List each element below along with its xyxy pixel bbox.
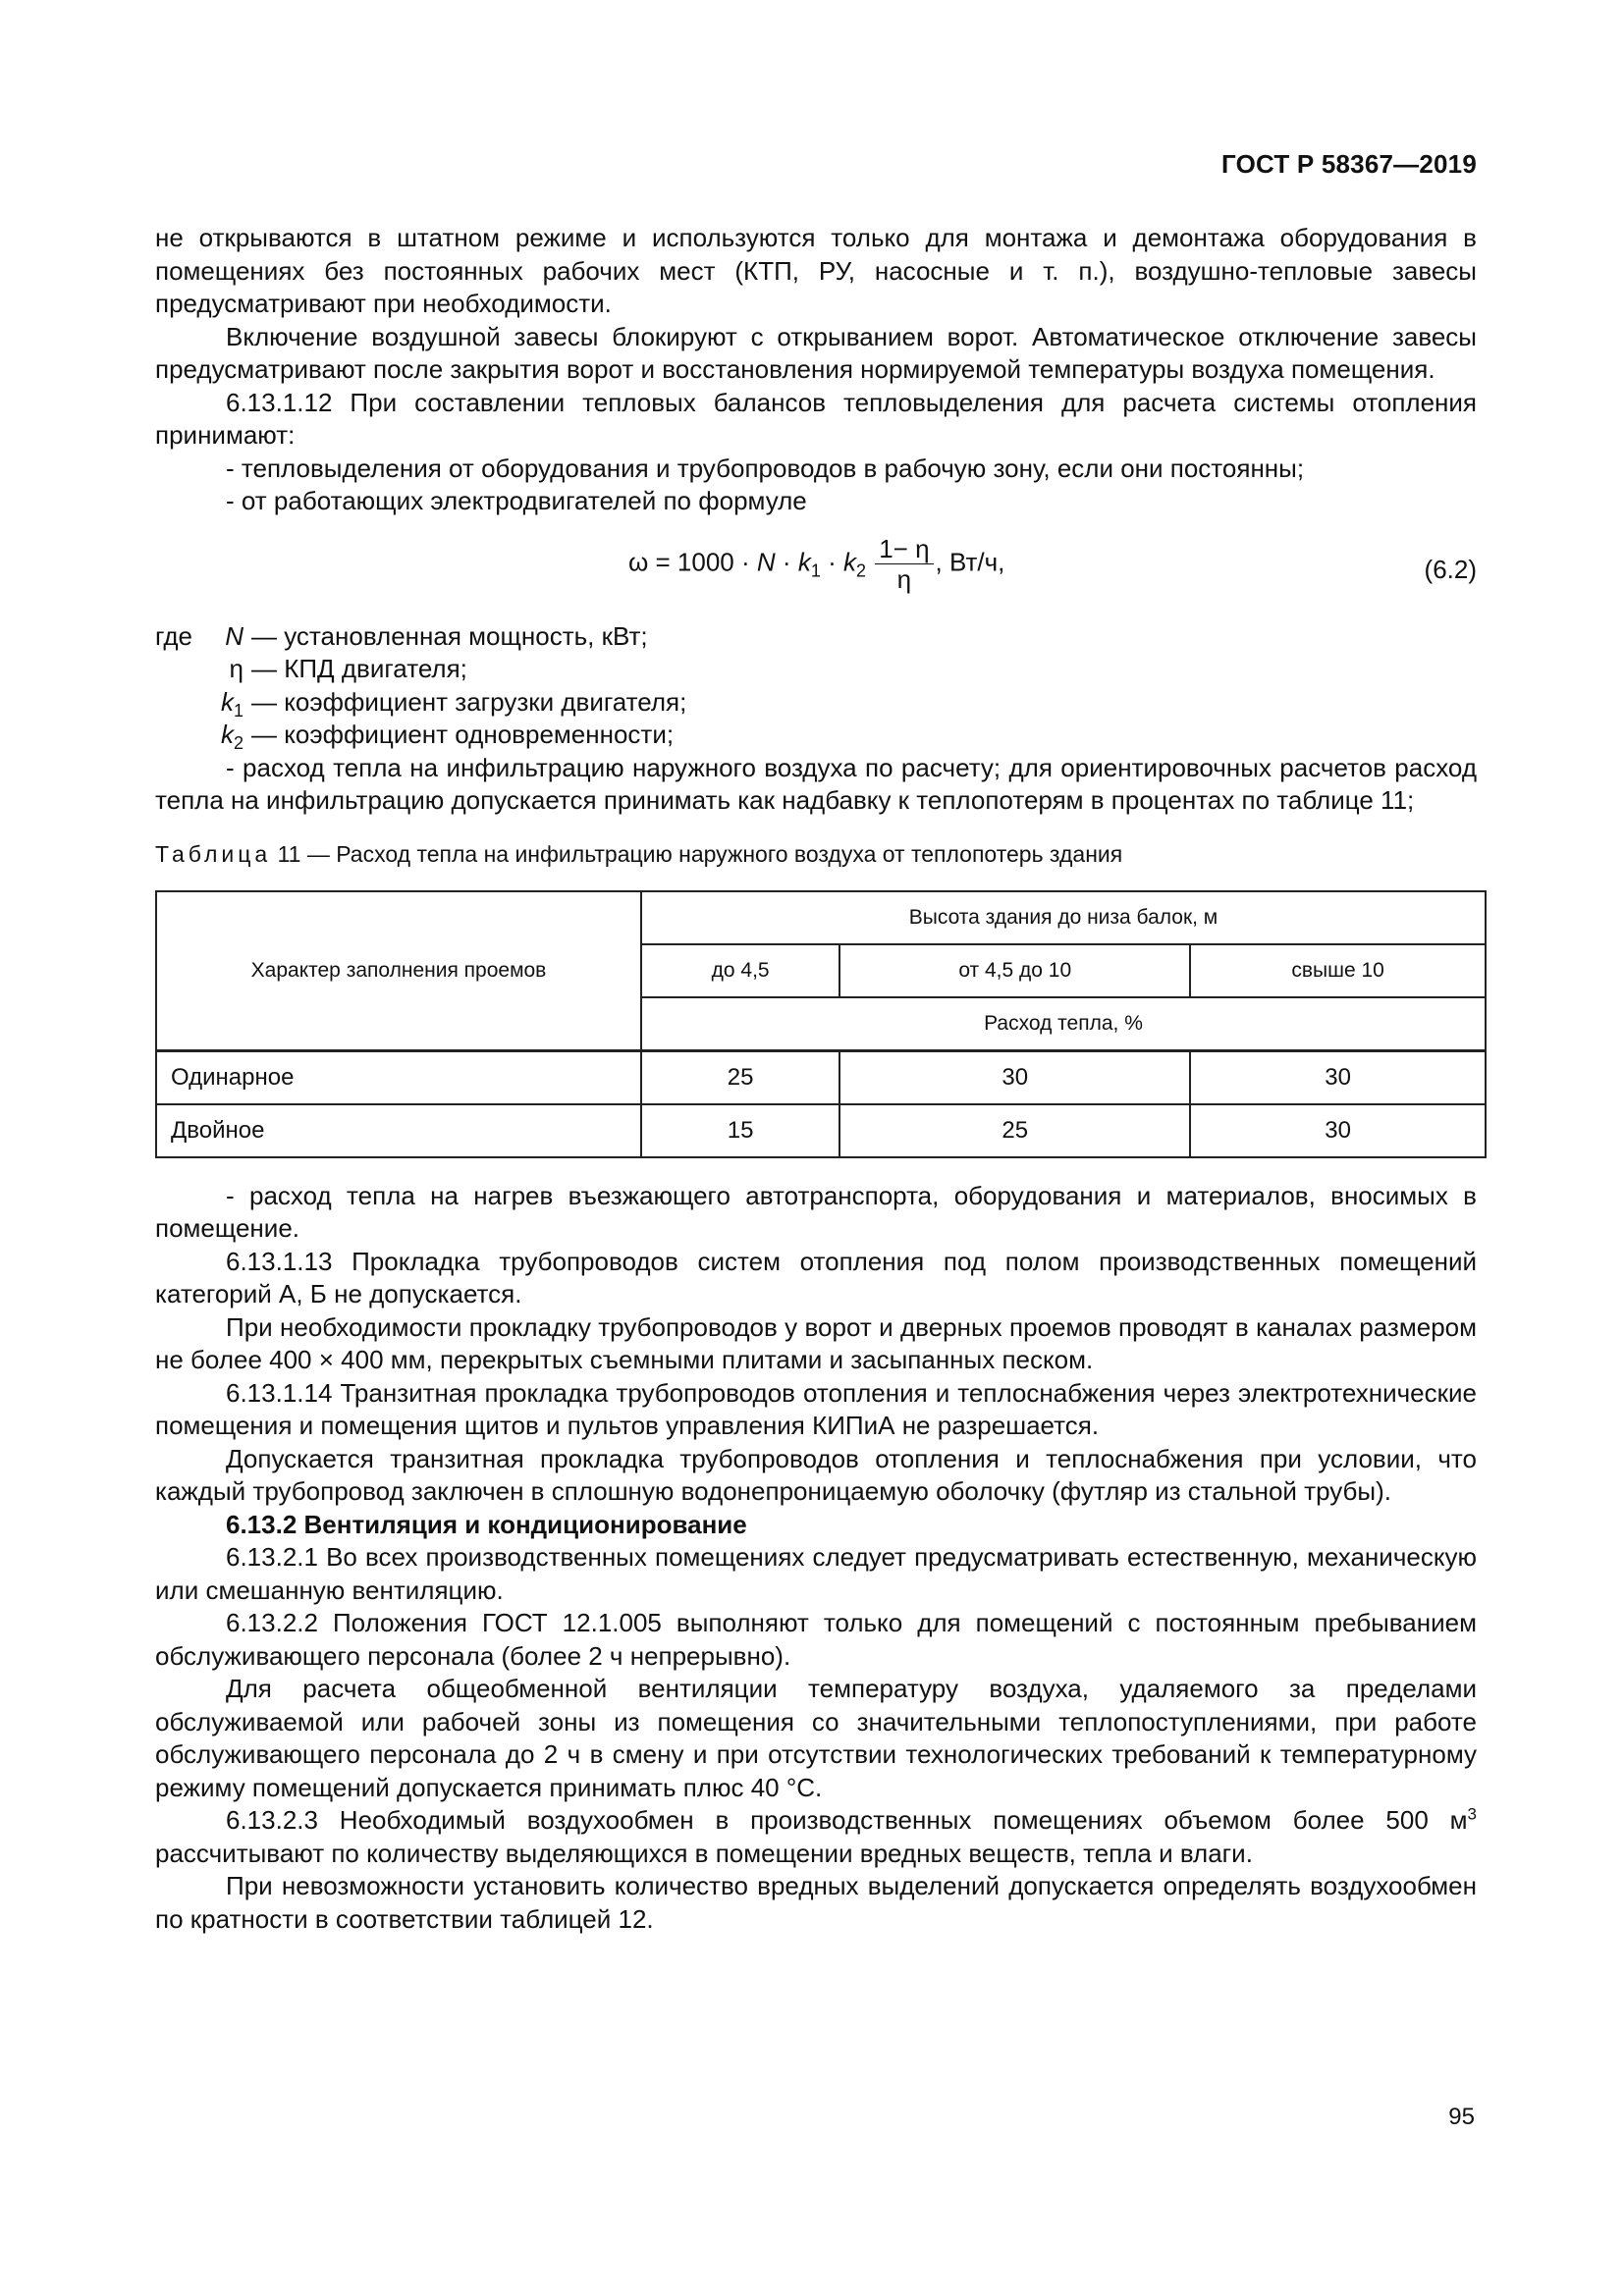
table-cell: 15 (641, 1104, 839, 1157)
paragraph: Допускается транзитная прокладка трубопроводов отопления и теплоснабжения при условии, что каждый трубопровод заключен в сплошную водонепроницаемую оболочку (футляр из стальной трубы). (155, 1443, 1477, 1506)
table-cell: 25 (839, 1104, 1190, 1157)
definition-row: $k_1$ — коэффициент загрузки двигателя; (220, 686, 687, 721)
table-row (156, 1050, 1486, 1104)
definition-row: η — КПД двигателя; (229, 654, 467, 683)
page-number: 95 (1448, 2104, 1475, 2130)
table-11 (155, 890, 1487, 1158)
table-cell: 30 (839, 1050, 1190, 1104)
paragraph-6-13-1-13: 6.13.1.13 Прокладка трубопроводов систем отопления под полом производственных помещений категорий А, Б не допускается. (155, 1246, 1477, 1308)
table-caption: Таблица 11 — Расход тепла на инфильтрацию наружного воздуха от теплопотерь здания (155, 840, 1123, 867)
paragraph-6-13-2-3: 6.13.2.3 Необходимый воздухообмен в производственных помещениях объемом более 500 $м^3$ рассчитывают по количеству выделяющихся в помещении вредных веществ, тепла и влаги. (155, 1804, 1477, 1868)
table-subheader: от 4,5 до 10 (839, 944, 1190, 997)
table-cell: 30 (1190, 1104, 1486, 1157)
page-content (155, 222, 1477, 1936)
paragraph-6-13-1-14: 6.13.1.14 Транзитная прокладка трубопроводов отопления и теплоснабжения через электротехнические помещения и помещения щитов и пультов управления КИПиА не разрешается. (155, 1377, 1477, 1440)
list-item: - от работающих электродвигателей по формуле (226, 486, 807, 515)
table-subheader: до 4,5 (641, 944, 839, 997)
section-heading: 6.13.2 Вентиляция и кондиционирование (226, 1509, 747, 1539)
paragraph: не открываются в штатном режиме и используются только для монтажа и демонтажа оборудования в помещениях без постоянных рабочих мест (КТП, РУ, насосные и т. п.), воздушно-тепловые завесы предусматривают при необходимости. (155, 223, 1477, 318)
table-row-label: Двойное (156, 1104, 641, 1157)
table-group-header: Высота здания до низа балок, м (641, 891, 1486, 944)
paragraph: Для расчета общеобменной вентиляции температуру воздуха, удаляемого за пределами обслуживаемой или рабочей зоны из помещения со значительными теплопоступлениями, при работе обслуживающего персонала до 2 ч в смену и при отсутствии технологических требований к температурному режиму помещений допускается принимать плюс 40 °С. (155, 1674, 1477, 1802)
equation-number: (6.2) (1424, 554, 1477, 584)
document-header: ГОСТ Р 58367—2019 (1221, 149, 1477, 179)
formula-fraction: $\frac{1- \eta}{\eta}$ (875, 534, 933, 594)
paragraph: При невозможности установить количество вредных выделений допускается определять воздухообмен по кратности в соответствии таблицей 12. (155, 1871, 1477, 1934)
table-row-label: Одинарное (156, 1050, 641, 1104)
formula-expression: $\omega = 1000 \cdot N \cdot k_1 \cdot k_2$ $\frac{1- \eta}{\eta}$ , Вт/ч, (628, 533, 1005, 594)
table-row (156, 1104, 1486, 1157)
table-subheader: свыше 10 (1190, 944, 1486, 997)
paragraph-6-13-2-2: 6.13.2.2 Положения ГОСТ 12.1.005 выполняют только для помещений с постоянным пребыванием обслуживающего персонала (более 2 ч непрерывно). (155, 1608, 1477, 1671)
table-unit-header: Расход тепла, % (641, 997, 1486, 1051)
paragraph-infiltration: - расход тепла на инфильтрацию наружного воздуха по расчету; для ориентировочных расчетов расход тепла на инфильтрацию допускается принимать как надбавку к теплопотерям в процентах по таблице 11; (155, 752, 1477, 815)
table-cell: 30 (1190, 1050, 1486, 1104)
list-item: - тепловыделения от оборудования и трубопроводов в рабочую зону, если они постоянны; (226, 453, 1305, 483)
paragraph-6-13-2-1: 6.13.2.1 Во всех производственных помещениях следует предусматривать естественную, механическую или смешанную вентиляцию. (155, 1542, 1477, 1605)
formula-definitions (155, 620, 1477, 752)
paragraph: Включение воздушной завесы блокируют с открыванием ворот. Автоматическое отключение завесы предусматривают после закрытия ворот и восстановления нормируемой температуры воздуха помещения. (155, 321, 1477, 384)
paragraph-6-13-1-12: 6.13.1.12 При составлении тепловых балансов тепловыделения для расчета системы отопления принимают: (155, 387, 1477, 450)
table-column-header: Характер заполнения проемов (156, 891, 641, 1051)
paragraph: - расход тепла на нагрев въезжающего автотранспорта, оборудования и материалов, вносимых в помещение. (155, 1180, 1477, 1243)
formula-6-2 (155, 518, 1477, 620)
paragraph: При необходимости прокладку трубопроводов у ворот и дверных проемов проводят в каналах размером не более 400 × 400 мм, перекрытых съемными плитами и засыпанных песком. (155, 1311, 1477, 1374)
definition-row: где N — установленная мощность, кВт; (155, 620, 648, 651)
table-cell: 25 (641, 1050, 839, 1104)
definition-row: $k_2$ — коэффициент одновременности; (220, 720, 675, 754)
